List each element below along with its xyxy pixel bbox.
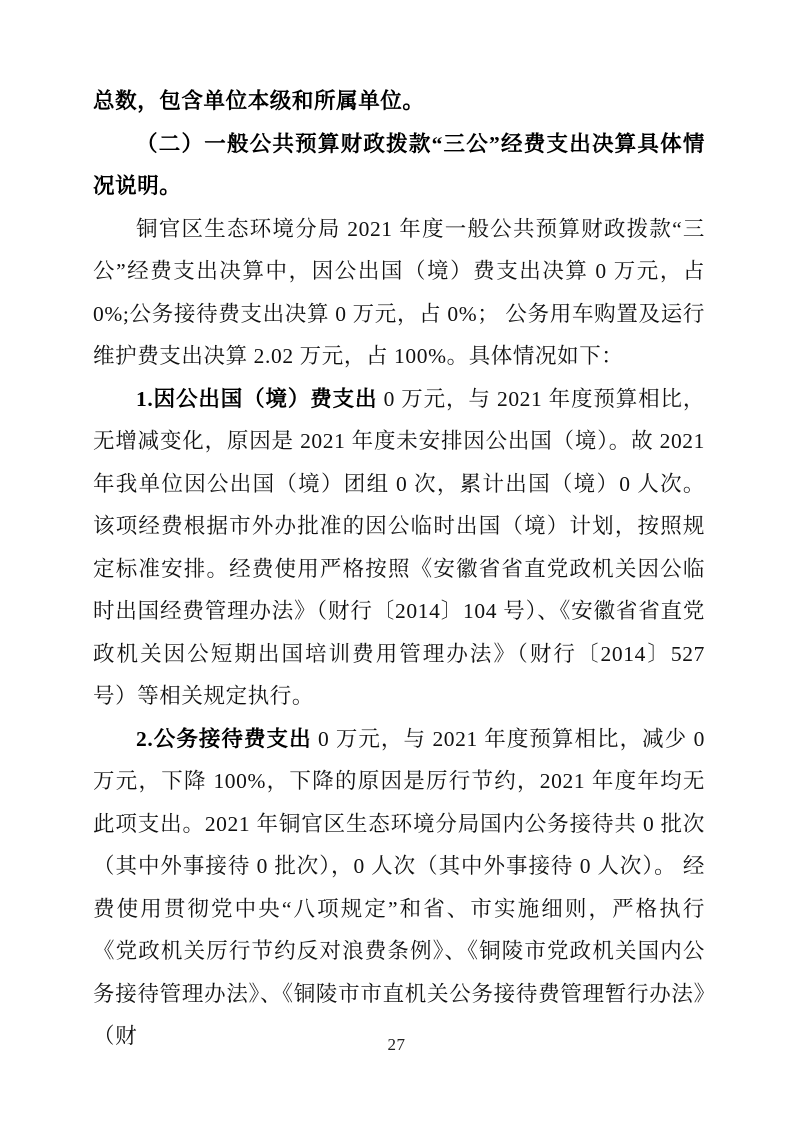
item-2-paragraph (93, 718, 705, 1058)
text-segment: 铜官区生态环境分局 2021 年度一般公共预算财政拨款“三公”经费支出决算中，因公出国（境）费支出决算 0 万元，占 0%;公务接待费支出决算 0 万元，占 0%； 公务用车购置及运行维护费支出决算 2.02 万元，占 100%。具体情况如下： (93, 216, 705, 368)
item-1-paragraph (93, 378, 705, 718)
bold-text-segment: 1.因公出国（境）费支出 (136, 386, 378, 411)
bold-text-segment: 总数，包含单位本级和所属单位。 (93, 89, 425, 113)
bold-text-segment: （二）一般公共预算财政拨款“三公”经费支出决算具体情况说明。 (93, 131, 705, 198)
bold-text-segment: 2.公务接待费支出 (136, 726, 312, 751)
text-segment: 0 万元，与 2021 年度预算相比，无增减变化，原因是 2021 年度未安排因公出国（境）。故 2021 年我单位因公出国（境）团组 0 次，累计出国（境）0 人次。该项经费根据市外办批准的因公临时出国（境）计划，按照规定标准安排。经费使用严格按照《安徽省省直党政机关因公临时出国经费管理办法》（财行〔2014〕104 号）、《安徽省省直党政机关因公短期出国培训费用管理办法》（财行〔2014〕527 号）等相关规定执行。 (93, 386, 705, 708)
page-footer (0, 1035, 793, 1055)
page-number: 27 (387, 1035, 406, 1054)
overview-paragraph (93, 208, 705, 378)
text-segment: 0 万元，与 2021 年度预算相比，减少 0 万元，下降 100%，下降的原因是厉行节约，2021 年度年均无此项支出。2021 年铜官区生态环境分局国内公务接待共 0 批次（其中外事接待 0 批次），0 人次（其中外事接待 0 人次）。 经费使用贯彻党中央“八项规定”和省、市实施细则，严格执行《党政机关厉行节约反对浪费条例》、《铜陵市党政机关国内公务接待管理办法》、《铜陵市市直机关公务接待费管理暂行办法》（财 (93, 726, 705, 1048)
continuation-line (93, 80, 705, 123)
section-heading (93, 123, 705, 208)
document-body (93, 80, 705, 1058)
